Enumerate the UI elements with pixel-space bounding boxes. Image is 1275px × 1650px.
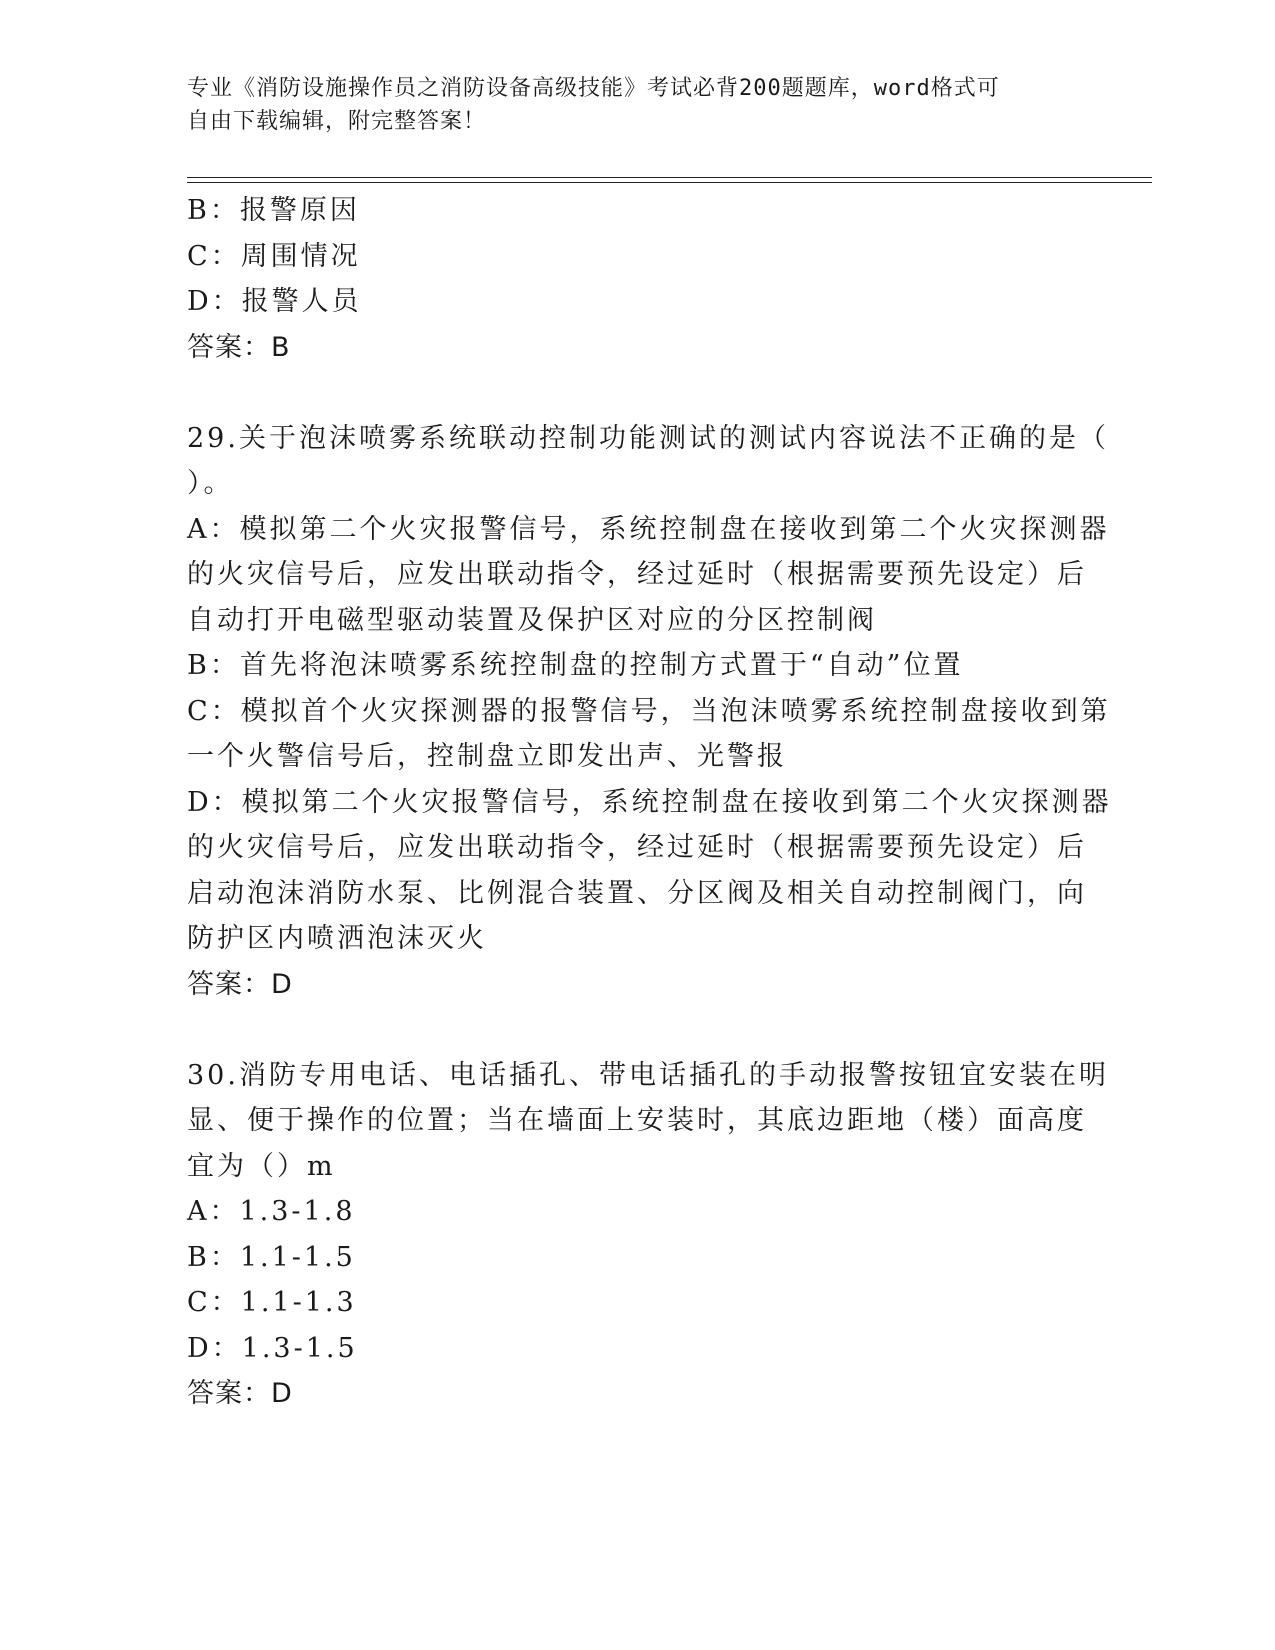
option-d-line: D：模拟第二个火灾报警信号，系统控制盘在接收到第二个火灾探测器: [187, 786, 1112, 818]
option-b-line: B：首先将泡沫喷雾系统控制盘的控制方式置于“自动”位置: [187, 650, 964, 681]
header-line-2: 自由下载编辑，附完整答案！: [187, 109, 487, 134]
option-d-line: 启动泡沫消防水泵、比例混合装置、分区阀及相关自动控制阀门，向: [187, 877, 1087, 909]
option-d: D：报警人员: [187, 286, 362, 317]
option-b: B：报警原因: [187, 195, 360, 226]
option-d: D：1.3-1.5: [187, 1332, 358, 1364]
question-stem-line: ）。: [187, 468, 234, 499]
option-c-line: C：模拟首个火灾探测器的报警信号，当泡沫喷雾系统控制盘接收到第: [187, 695, 1111, 727]
spacer: [187, 370, 1087, 416]
answer-label: 答案：B: [187, 331, 291, 363]
document-header: [187, 72, 1077, 138]
option-a-line: A：模拟第二个火灾报警信号，系统控制盘在接收到第二个火灾探测器: [187, 513, 1110, 545]
spacer: [187, 1007, 1087, 1053]
header-divider-top: [187, 177, 1152, 178]
question-stem-line: 30.消防专用电话、电话插孔、带电话插孔的手动报警按钮宜安装在明: [187, 1059, 1109, 1091]
header-line-1: 专业《消防设施操作员之消防设备高级技能》考试必背200题题库，word格式可: [187, 76, 1000, 101]
option-a-line: 自动打开电磁型驱动装置及保护区对应的分区控制阀: [187, 604, 877, 636]
option-c-line: 一个火警信号后，控制盘立即发出声、光警报: [187, 741, 787, 772]
question-28-tail: [187, 188, 1087, 370]
header-divider-bottom: [187, 182, 1152, 183]
question-stem-line: 宜为（）m: [187, 1150, 336, 1182]
option-d-line: 的火灾信号后，应发出联动指令，经过延时（根据需要预先设定）后: [187, 832, 1087, 863]
question-30: [187, 1053, 1109, 1417]
answer-label: 答案：D: [187, 1378, 293, 1409]
option-a-line: 的火灾信号后，应发出联动指令，经过延时（根据需要预先设定）后: [187, 559, 1087, 590]
question-stem-line: 29.关于泡沫喷雾系统联动控制功能测试的测试内容说法不正确的是（: [187, 422, 1109, 454]
answer-label: 答案：D: [187, 968, 293, 1000]
question-stem-line: 显、便于操作的位置；当在墙面上安装时，其底边距地（楼）面高度: [187, 1105, 1087, 1136]
option-d-line: 防护区内喷洒泡沫灭火: [187, 923, 487, 954]
option-c: C：1.1-1.3: [187, 1287, 357, 1318]
question-content: [187, 188, 1112, 1417]
option-a: A：1.3-1.8: [187, 1196, 356, 1227]
question-29: [187, 416, 1112, 1008]
option-b: B：1.1-1.5: [187, 1241, 356, 1273]
option-c: C：周围情况: [187, 240, 361, 272]
